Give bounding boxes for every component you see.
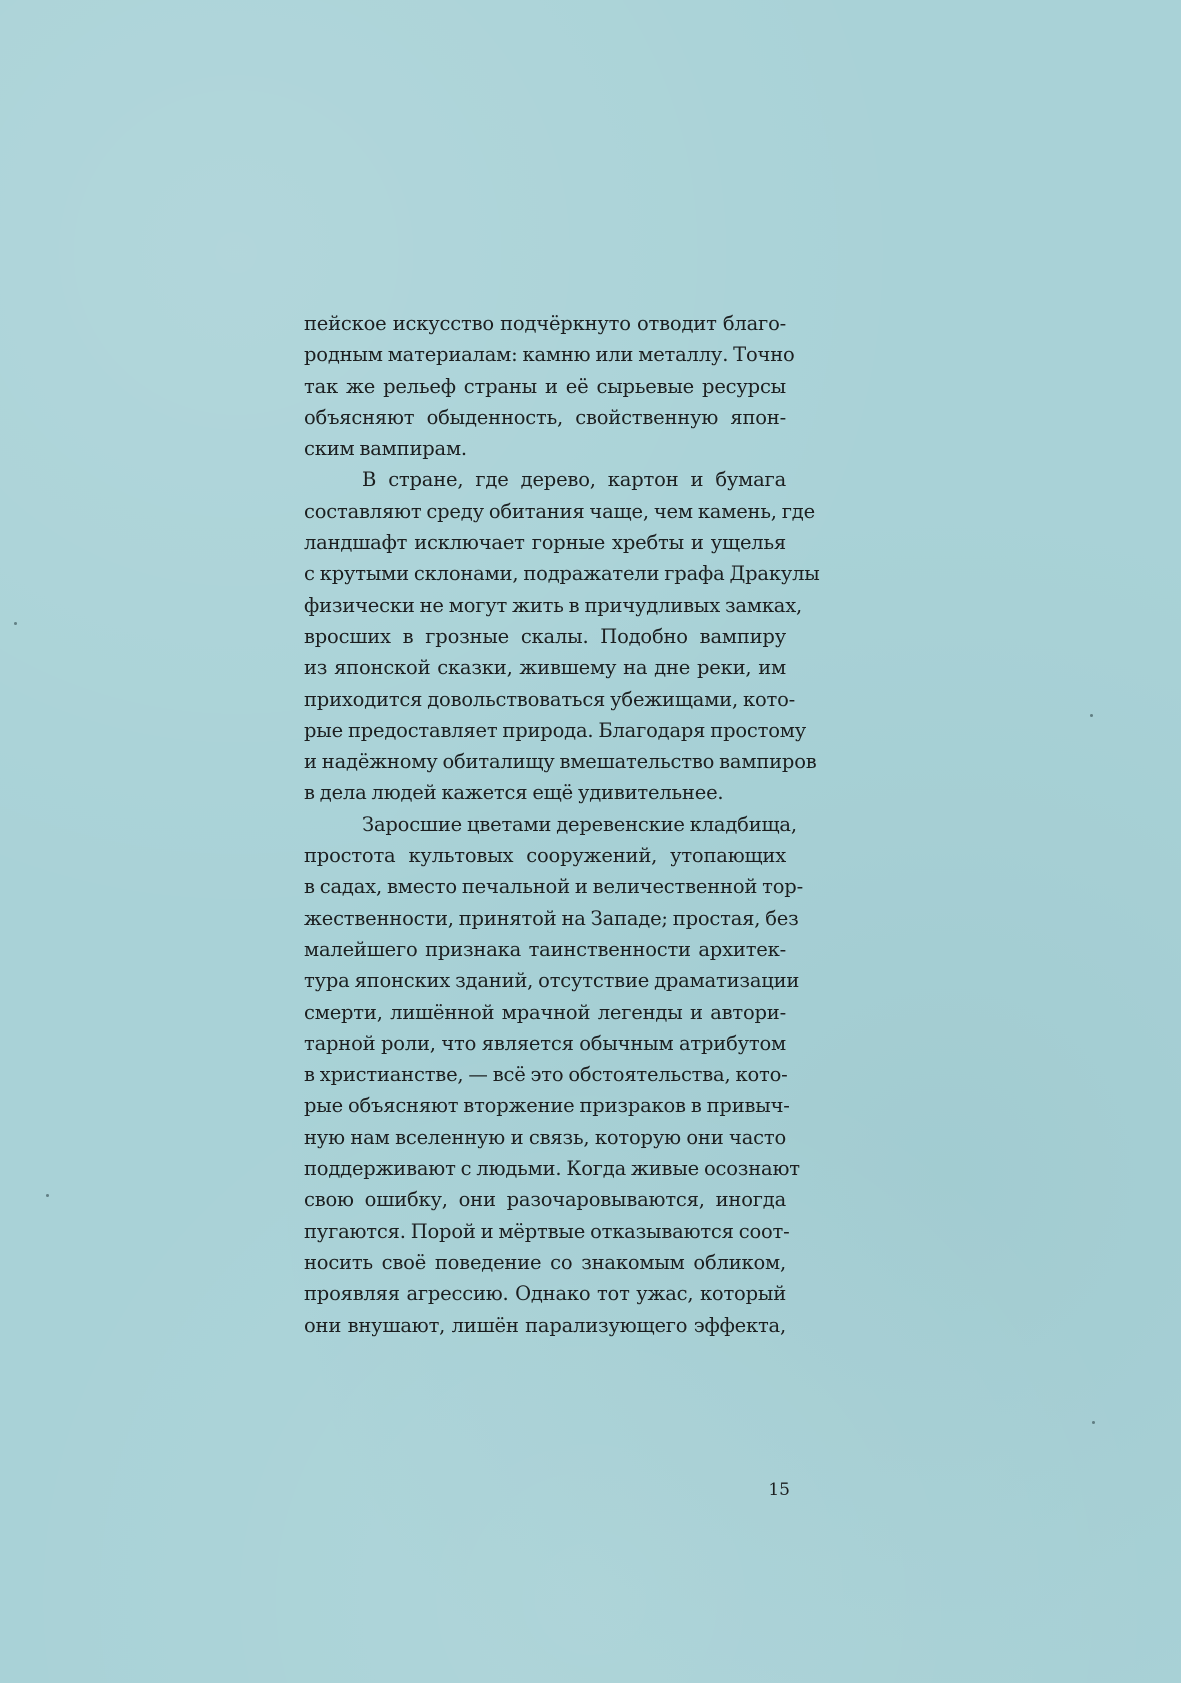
text-line: поддерживают с людьми. Когда живые осознают [304, 1157, 800, 1181]
paragraph-1 [304, 308, 795, 464]
text-line: носить своё поведение со знакомым обликом, [304, 1250, 786, 1274]
text-line: физически не могут жить в причудливых замках, [304, 593, 803, 617]
text-line: родным материалам: камню или металлу. Точно [304, 343, 795, 367]
text-line: из японской сказки, жившему на дне реки, им [304, 656, 786, 680]
text-line: ную нам вселенную и связь, которую они часто [304, 1125, 786, 1149]
text-line: ландшафт исключает горные хребты и ущелья [304, 531, 786, 555]
text-line: составляют среду обитания чаще, чем камень, где [304, 499, 815, 523]
text-line: так же рельеф страны и её сырьевые ресурсы [304, 374, 786, 398]
page-number: 15 [768, 1480, 790, 1500]
text-line: простота культовых сооружений, утопающих [304, 844, 786, 868]
paper-speck [46, 1194, 49, 1197]
text-line: жественности, принятой на Западе; простая, без [304, 906, 799, 930]
text-line: они внушают, лишён парализующего эффекта, [304, 1313, 786, 1337]
text-line: пугаются. Порой и мёртвые отказываются соот- [304, 1219, 790, 1243]
paragraph-2 [304, 464, 820, 808]
text-line: пейское искусство подчёркнуто отводит благо- [304, 312, 786, 335]
text-line: в садах, вместо печальной и величественной тор- [304, 875, 803, 899]
text-line: и надёжному обиталищу вмешательство вампиров [304, 750, 817, 774]
text-line: ским вампирам. [304, 437, 467, 461]
text-line: малейшего признака таинственности архитек- [304, 937, 786, 961]
text-line: в христианстве, — всё это обстоятельства, кото- [304, 1063, 788, 1087]
text-line: смерти, лишённой мрачной легенды и автори- [304, 1000, 786, 1024]
text-line: В стране, где дерево, картон и бумага [362, 468, 786, 492]
text-line: с крутыми склонами, подражатели графа Дракулы [304, 562, 820, 586]
text-line: тарной роли, что является обычным атрибутом [304, 1031, 786, 1055]
text-line: свою ошибку, они разочаровываются, иногда [304, 1188, 786, 1212]
text-line: в дела людей кажется ещё удивительнее. [304, 781, 724, 805]
paragraph-3 [304, 809, 803, 1341]
text-line: объясняют обыденность, свойственную япон- [304, 405, 786, 429]
text-line: приходится довольствоваться убежищами, кото- [304, 687, 796, 711]
text-line: Заросшие цветами деревенские кладбища, [362, 812, 797, 836]
text-line: рые объясняют вторжение призраков в привыч- [304, 1094, 790, 1118]
text-line: проявляя агрессию. Однако тот ужас, который [304, 1282, 786, 1306]
body-text [304, 308, 820, 1341]
text-line: рые предоставляет природа. Благодаря простому [304, 718, 806, 742]
paper-speck [1092, 1421, 1095, 1424]
paper-speck [14, 622, 17, 625]
paper-speck [1090, 714, 1093, 717]
text-line: вросших в грозные скалы. Подобно вампиру [304, 624, 786, 648]
text-line: тура японских зданий, отсутствие драматизации [304, 969, 800, 993]
